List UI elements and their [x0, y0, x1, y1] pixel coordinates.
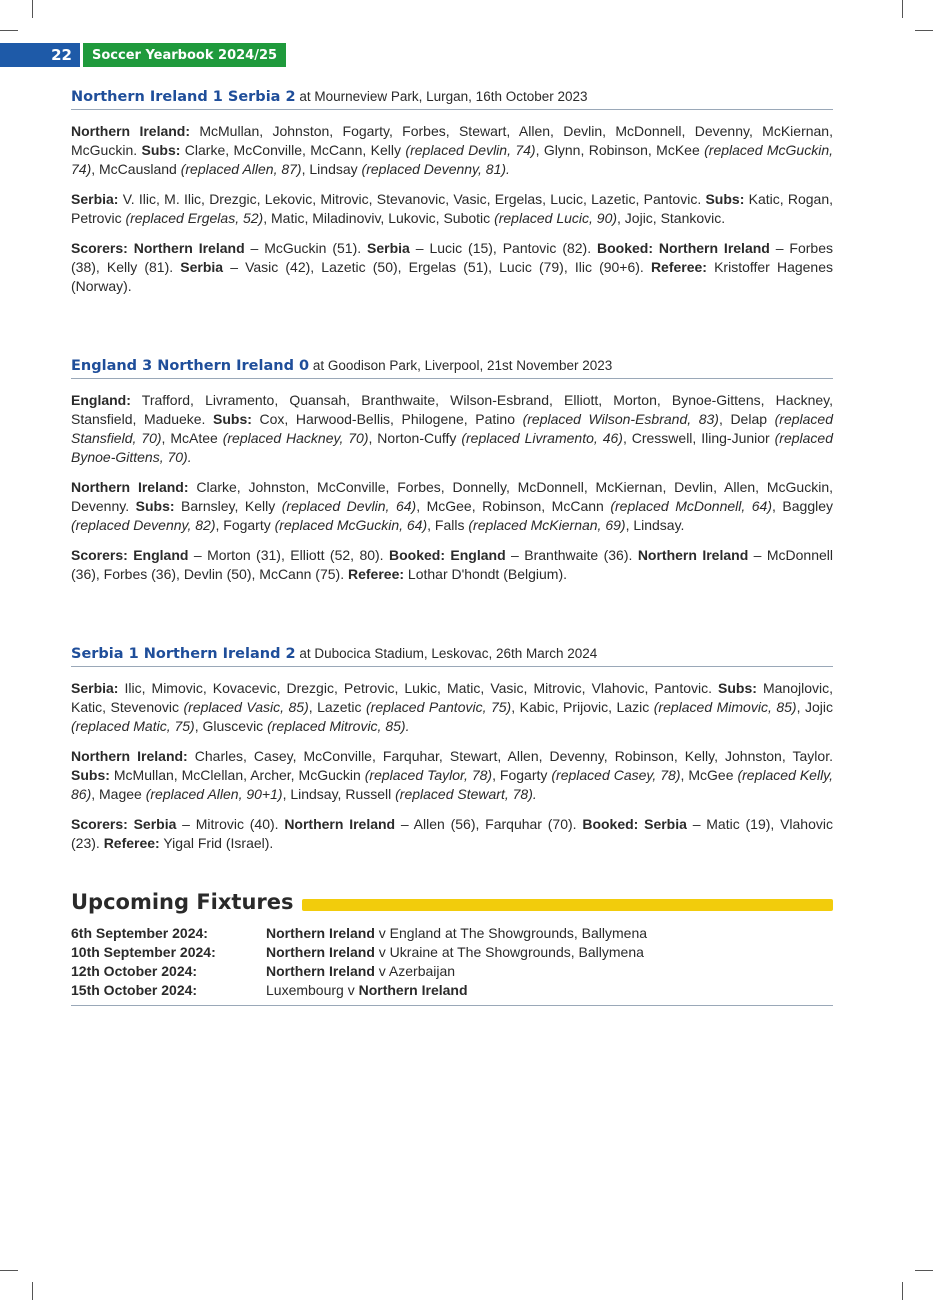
label-text: Subs:: [141, 142, 181, 158]
text-run: , Norton-Cuffy: [368, 430, 462, 446]
label-text: Northern Ireland:: [71, 123, 191, 139]
text-run: , Fogarty: [492, 767, 552, 783]
label-text: Referee:: [103, 835, 160, 851]
label-text: Referee:: [650, 259, 707, 275]
page-header: [0, 43, 286, 67]
text-run: , Magee: [91, 786, 146, 802]
label-text: Subs:: [135, 498, 175, 514]
substitution-note: (replaced McGuckin, 74): [71, 142, 834, 177]
substitution-note: (replaced Devlin, 74): [405, 142, 536, 158]
substitution-note: (replaced Allen, 90+1): [145, 786, 283, 802]
label-text: Northern Ireland: [266, 925, 375, 941]
text-run: , Cresswell, Iling-Junior: [622, 430, 775, 446]
match-teams-score: England 3 Northern Ireland 0: [71, 358, 310, 374]
match-venue-date: at Dubocica Stadium, Leskovac, 26th March 2024: [295, 646, 598, 661]
label-text: Booked: Northern Ireland: [597, 240, 770, 256]
label-text: Scorers: England: [71, 547, 189, 563]
fixture-description: [266, 943, 644, 962]
text-run: v England at The Showgrounds, Ballymena: [374, 925, 648, 941]
lineup-home: [71, 122, 833, 179]
text-run: , Jojic: [796, 699, 833, 715]
fixture-row: [71, 981, 833, 1000]
label-text: Subs:: [71, 767, 110, 783]
text-run: , Jojic, Stankovic.: [617, 210, 726, 226]
label-text: Booked: Serbia: [582, 816, 687, 832]
label-text: Northern Ireland:: [71, 479, 189, 495]
section-divider: [71, 1005, 833, 1006]
label-text: Subs:: [213, 411, 252, 427]
text-run: McMullan, Johnston, Fogarty, Forbes, Stewart, Allen, Devlin, McDonnell, Devenny, McKiernan, McGuckin.: [71, 123, 833, 158]
substitution-note: (replaced Hackney, 70): [222, 430, 369, 446]
text-run: Charles, Casey, McConville, Farquhar, Stewart, Allen, Devenny, Robinson, Kelly, Johnston, Taylor.: [187, 748, 833, 764]
substitution-note: (replaced McDonnell, 64): [610, 498, 773, 514]
label-text: Serbia:: [71, 680, 119, 696]
text-run: – Matic (19), Vlahovic (23).: [71, 816, 833, 851]
crop-mark: [915, 1270, 933, 1271]
fixture-row: [71, 962, 833, 981]
label-text: Booked: England: [389, 547, 506, 563]
text-run: , Matic, Miladinoviv, Lukovic, Subotic: [263, 210, 495, 226]
text-run: , Lindsay, Russell: [282, 786, 396, 802]
text-run: , Baggley: [772, 498, 834, 514]
substitution-note: (replaced Allen, 87): [180, 161, 302, 177]
text-run: Clarke, McConville, McCann, Kelly: [180, 142, 406, 158]
substitution-note: (replaced Vasic, 85): [183, 699, 309, 715]
text-run: , Falls: [427, 517, 469, 533]
substitution-note: (replaced Devlin, 64): [281, 498, 417, 514]
text-run: – Forbes (38), Kelly (81).: [71, 240, 834, 275]
fixture-description: [266, 924, 647, 943]
label-text: Northern Ireland: [284, 816, 396, 832]
substitution-note: (replaced Stewart, 78).: [395, 786, 537, 802]
text-run: – McGuckin (51).: [244, 240, 368, 256]
text-run: – Morton (31), Elliott (52, 80).: [188, 547, 389, 563]
substitution-note: (replaced Matic, 75): [71, 718, 195, 734]
substitution-note: (replaced Stansfield, 70): [71, 411, 833, 446]
text-run: , Lindsay.: [625, 517, 685, 533]
label-text: Scorers: Northern Ireland: [71, 240, 245, 256]
lineup-home: [71, 679, 833, 736]
text-run: Clarke, Johnston, McConville, Forbes, Donnelly, McDonnell, McKiernan, Devlin, Allen, McGuckin, Devenny.: [71, 479, 833, 514]
label-text: Northern Ireland: [637, 547, 749, 563]
text-run: , Delap: [718, 411, 775, 427]
label-text: Serbia: [367, 240, 410, 256]
text-run: Katic, Rogan, Petrovic: [71, 191, 834, 226]
upcoming-title: Upcoming Fixtures: [71, 890, 294, 914]
match-heading: [71, 646, 833, 667]
match-details: [71, 815, 833, 853]
substitution-note: (replaced Casey, 78): [551, 767, 681, 783]
text-run: Kristoffer Hagenes (Norway).: [71, 259, 833, 294]
substitution-note: (replaced McGuckin, 64): [274, 517, 428, 533]
text-run: – Mitrovic (40).: [176, 816, 285, 832]
substitution-note: (replaced Bynoe-Gittens, 70).: [71, 430, 834, 465]
substitution-note: (replaced Kelly, 86): [71, 767, 834, 802]
fixture-date: 12th October 2024:: [71, 963, 198, 979]
text-run: Lothar D'hondt (Belgium).: [404, 566, 567, 582]
text-run: v Azerbaijan: [374, 963, 456, 979]
substitution-note: (replaced Pantovic, 75): [366, 699, 512, 715]
upcoming-fixtures: [71, 890, 833, 1006]
text-run: – McDonnell (36), Forbes (36), Devlin (50), McCann (75).: [71, 547, 834, 582]
match-teams-score: Northern Ireland 1 Serbia 2: [71, 89, 296, 105]
lineup-away: [71, 747, 833, 804]
match-details: [71, 546, 833, 584]
text-run: Barnsley, Kelly: [174, 498, 282, 514]
substitution-note: (replaced Mitrovic, 85).: [267, 718, 410, 734]
label-text: Northern Ireland: [358, 982, 468, 998]
match-report: [71, 358, 833, 595]
text-run: Trafford, Livramento, Quansah, Branthwaite, Wilson-Esbrand, Elliott, Morton, Bynoe-Gittens, Hackney, Stansfield, Madueke.: [71, 392, 833, 427]
label-text: Serbia: [180, 259, 224, 275]
match-details: [71, 239, 833, 296]
text-run: , McGee: [680, 767, 738, 783]
crop-mark: [915, 30, 933, 31]
fixture-row: [71, 943, 833, 962]
text-run: , McAtee: [161, 430, 223, 446]
label-text: Scorers: Serbia: [71, 816, 177, 832]
text-run: , Gluscevic: [194, 718, 268, 734]
text-run: Yigal Frid (Israel).: [159, 835, 274, 851]
substitution-note: (replaced Lucic, 90): [494, 210, 618, 226]
text-run: Luxembourg v: [266, 982, 359, 998]
fixture-description: [266, 981, 468, 1000]
substitution-note: (replaced Devenny, 81).: [361, 161, 510, 177]
text-run: , Lazetic: [308, 699, 367, 715]
label-text: Northern Ireland:: [71, 748, 188, 764]
substitution-note: (replaced Wilson-Esbrand, 83): [522, 411, 719, 427]
match-venue-date: at Goodison Park, Liverpool, 21st November 2023: [309, 358, 613, 373]
text-run: , Lindsay: [301, 161, 362, 177]
crop-mark: [32, 1282, 33, 1300]
label-text: England:: [71, 392, 131, 408]
text-run: Ilic, Mimovic, Kovacevic, Drezgic, Petrovic, Lukic, Matic, Vasic, Mitrovic, Vlahovic, Pantovic.: [118, 680, 719, 696]
text-run: McMullan, McClellan, Archer, McGuckin: [109, 767, 365, 783]
substitution-note: (replaced McKiernan, 69): [468, 517, 626, 533]
label-text: Northern Ireland: [266, 944, 375, 960]
text-run: – Vasic (42), Lazetic (50), Ergelas (51), Lucic (79), Ilic (90+6).: [223, 259, 651, 275]
page-number: 22: [0, 43, 80, 67]
fixture-date: 10th September 2024:: [71, 944, 216, 960]
match-venue-date: at Mourneview Park, Lurgan, 16th October 2023: [295, 89, 588, 104]
fixture-row: [71, 924, 833, 943]
crop-mark: [0, 1270, 18, 1271]
label-text: Serbia:: [71, 191, 119, 207]
text-run: , Kabic, Prijovic, Lazic: [511, 699, 654, 715]
text-run: – Allen (56), Farquhar (70).: [395, 816, 583, 832]
match-heading: [71, 89, 833, 110]
substitution-note: (replaced Devenny, 82): [71, 517, 216, 533]
crop-mark: [32, 0, 33, 18]
text-run: – Lucic (15), Pantovic (82).: [409, 240, 598, 256]
substitution-note: (replaced Taylor, 78): [364, 767, 493, 783]
text-run: , Fogarty: [215, 517, 275, 533]
text-run: Manojlovic, Katic, Stevenovic: [71, 680, 833, 715]
text-run: , McGee, Robinson, McCann: [416, 498, 611, 514]
label-text: Northern Ireland: [266, 963, 375, 979]
lineup-away: [71, 190, 833, 228]
accent-bar: [302, 899, 833, 911]
text-run: , Glynn, Robinson, McKee: [535, 142, 705, 158]
match-report: [71, 646, 833, 864]
lineup-home: [71, 391, 833, 467]
crop-mark: [0, 30, 18, 31]
text-run: , McCausland: [91, 161, 181, 177]
label-text: Subs:: [705, 191, 745, 207]
label-text: Subs:: [718, 680, 757, 696]
upcoming-heading: [71, 890, 833, 914]
substitution-note: (replaced Livramento, 46): [461, 430, 623, 446]
match-teams-score: Serbia 1 Northern Ireland 2: [71, 646, 296, 662]
substitution-note: (replaced Ergelas, 52): [125, 210, 264, 226]
lineup-away: [71, 478, 833, 535]
fixture-date: 6th September 2024:: [71, 925, 208, 941]
text-run: Cox, Harwood-Bellis, Philogene, Patino: [251, 411, 523, 427]
text-run: V. Ilic, M. Ilic, Drezgic, Lekovic, Mitrovic, Stevanovic, Vasic, Ergelas, Lucic, Lazetic, Pantovic.: [118, 191, 706, 207]
match-report: [71, 89, 833, 307]
text-run: v Ukraine at The Showgrounds, Ballymena: [374, 944, 644, 960]
fixture-date: 15th October 2024:: [71, 982, 198, 998]
substitution-note: (replaced Mimovic, 85): [653, 699, 797, 715]
fixture-description: [266, 962, 455, 981]
text-run: – Branthwaite (36).: [505, 547, 638, 563]
crop-mark: [902, 1282, 903, 1300]
match-heading: [71, 358, 833, 379]
label-text: Referee:: [347, 566, 405, 582]
book-title: Soccer Yearbook 2024/25: [83, 43, 286, 67]
crop-mark: [902, 0, 903, 18]
